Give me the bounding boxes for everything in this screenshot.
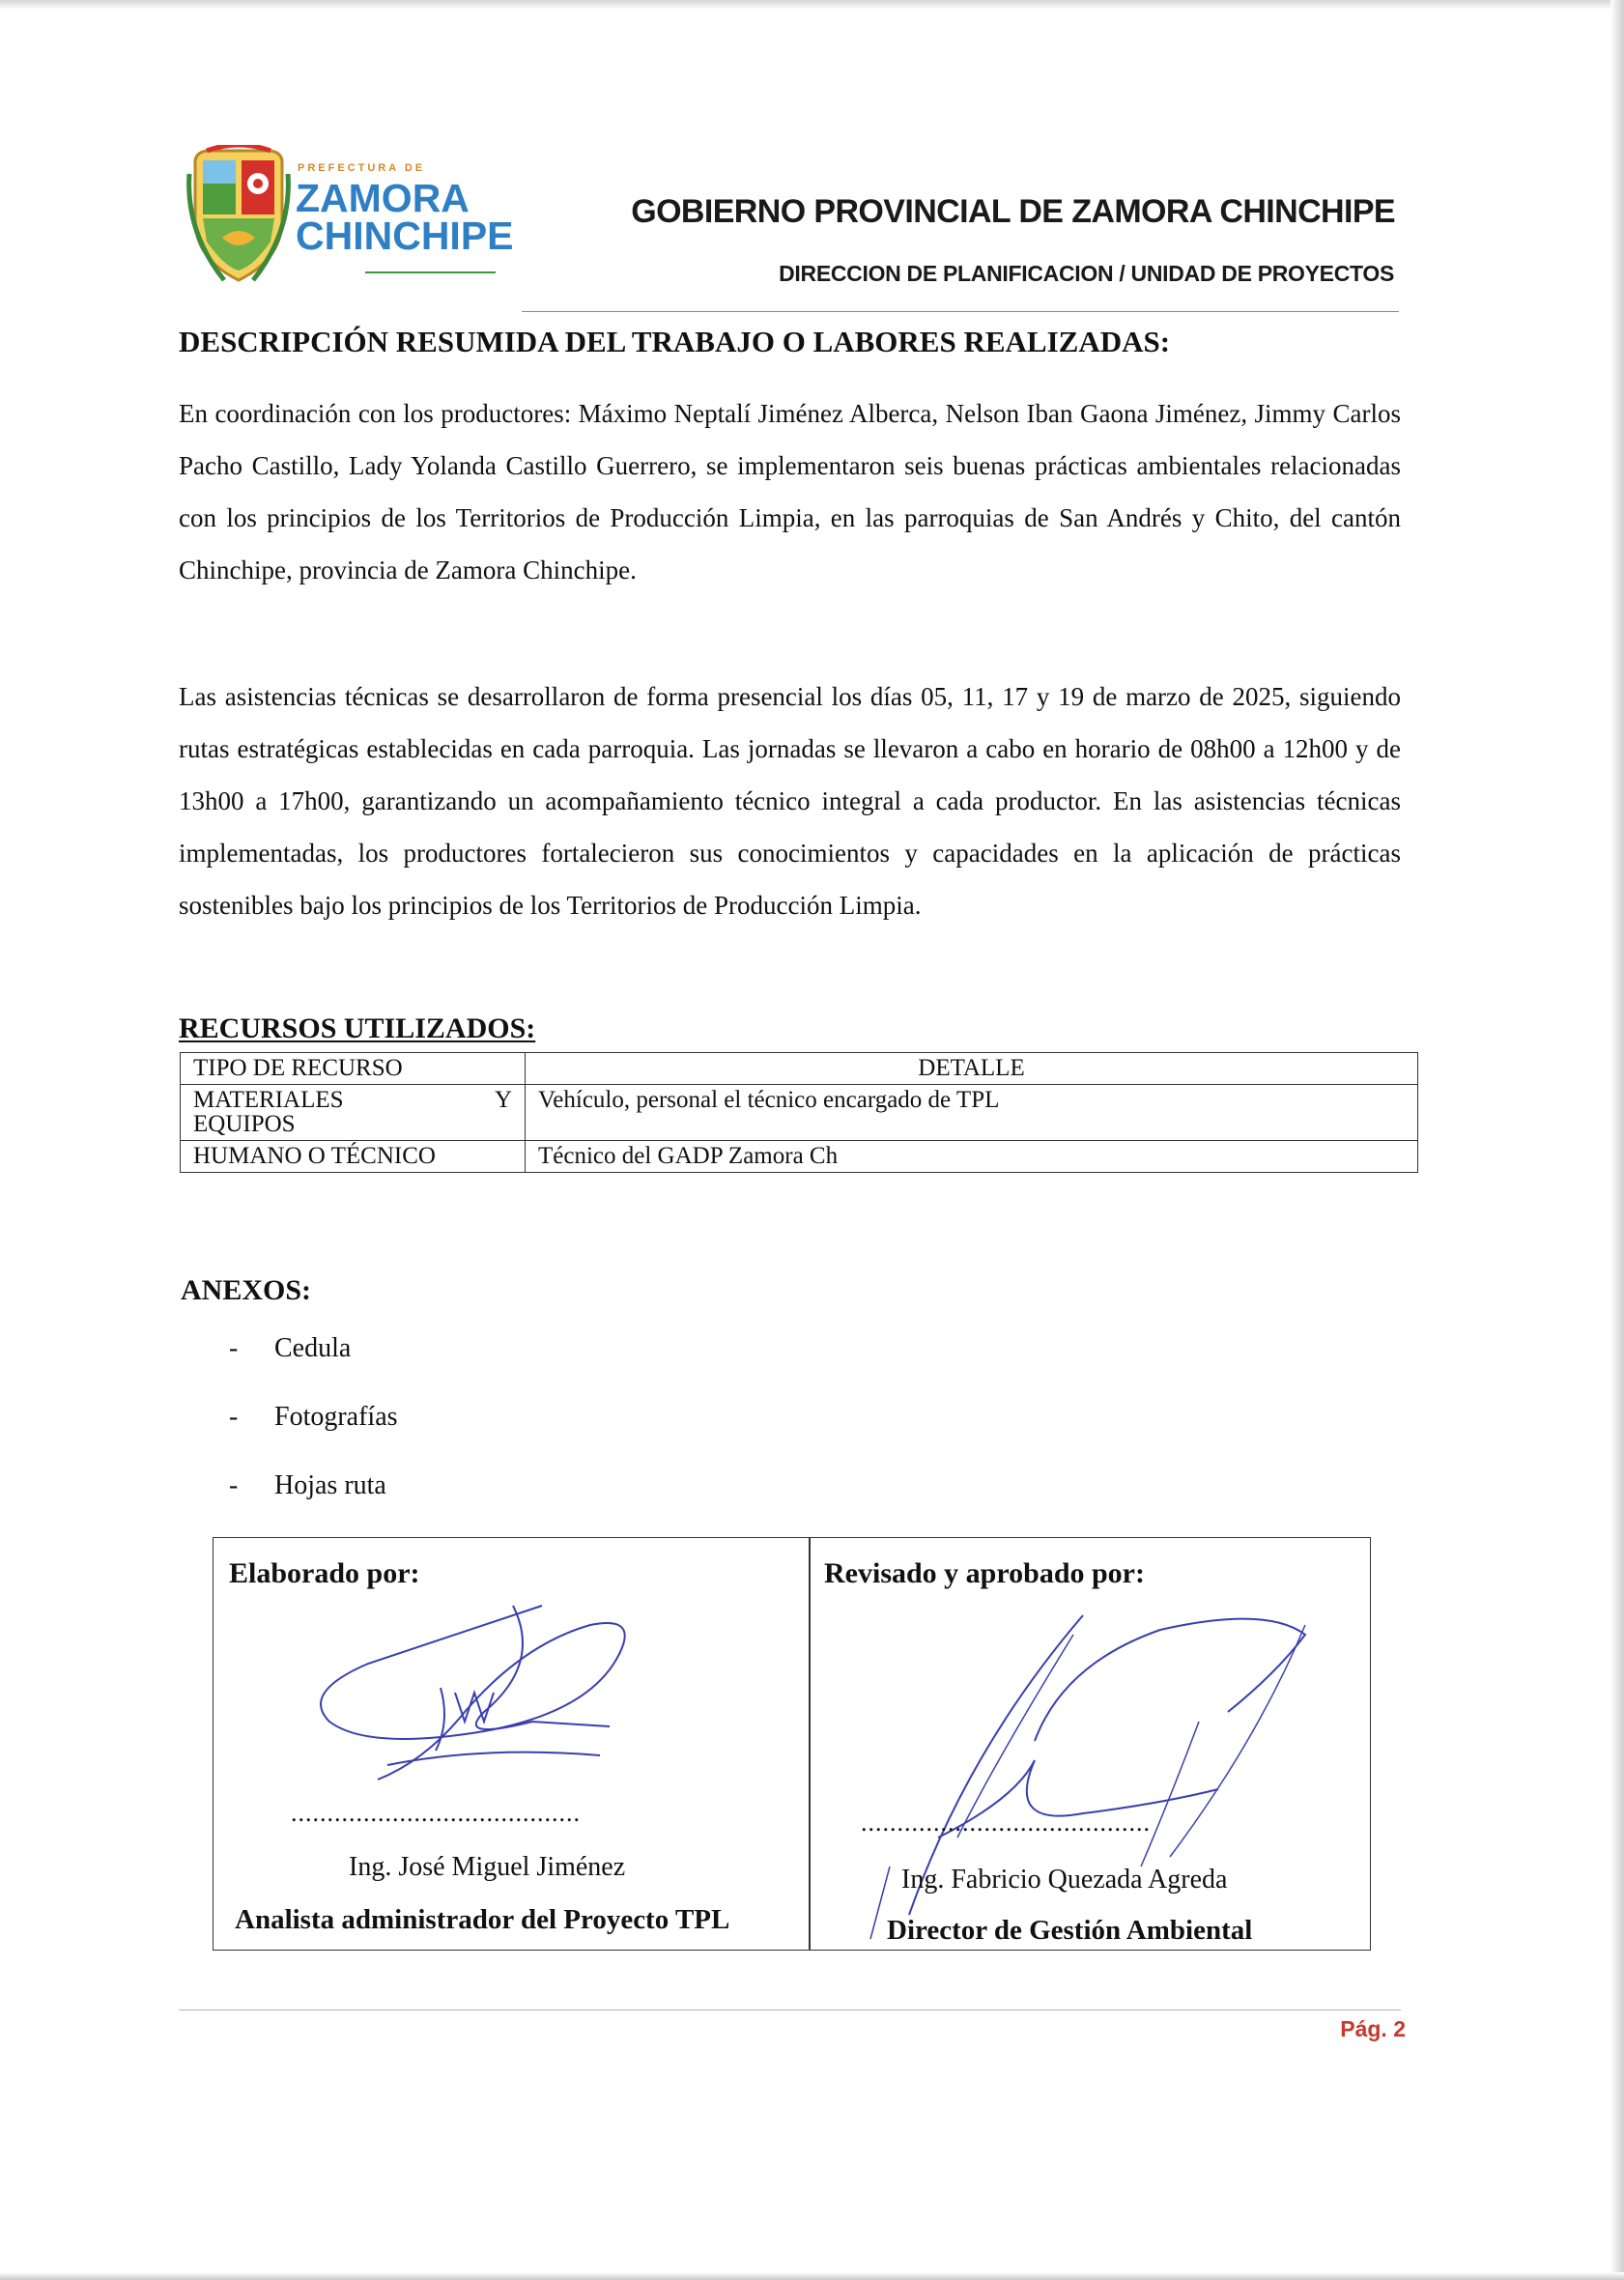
header-subtitle: DIRECCION DE PLANIFICACION / UNIDAD DE PROYECTOS <box>779 261 1394 286</box>
annexes-list <box>229 1333 398 1539</box>
right-signer-role: Director de Gestión Ambiental <box>887 1915 1253 1946</box>
list-bullet: - <box>229 1402 239 1432</box>
table-cell-detail: Técnico del GADP Zamora Ch <box>526 1141 1418 1173</box>
left-signer-name: Ing. José Miguel Jiménez <box>349 1852 626 1882</box>
right-signature-line: ........................................ <box>861 1809 1151 1837</box>
type-word-1: MATERIALES <box>193 1087 344 1113</box>
annexes-heading: ANEXOS: <box>181 1274 312 1306</box>
header-title: GOBIERNO PROVINCIAL DE ZAMORA CHINCHIPE <box>631 193 1395 230</box>
list-bullet: - <box>229 1333 239 1363</box>
type-word-2: Y <box>494 1087 512 1113</box>
table-header-row <box>181 1053 1418 1085</box>
logo-name-line2: CHINCHIPE <box>296 214 514 258</box>
scan-edge-top <box>0 0 1624 10</box>
signature-box <box>213 1537 1371 1951</box>
list-item <box>229 1402 398 1470</box>
right-signer-name: Ing. Fabricio Quezada Agreda <box>901 1865 1228 1895</box>
table-cell-detail: Vehículo, personal el técnico encargado de TPL <box>526 1085 1418 1141</box>
footer-divider <box>179 2009 1401 2010</box>
table-header-cell: DETALLE <box>526 1053 1418 1085</box>
scan-edge-right <box>1610 0 1624 2280</box>
table-header-cell: TIPO DE RECURSO <box>181 1053 526 1085</box>
logo-name-line1: ZAMORA <box>296 176 470 220</box>
logo-underline <box>365 271 496 273</box>
table-row <box>181 1141 1418 1173</box>
prepared-by-label: Elaborado por: <box>229 1557 420 1589</box>
left-signature-line: ........................................ <box>291 1799 581 1827</box>
signature-divider <box>809 1538 811 1950</box>
left-signature-icon <box>310 1596 658 1799</box>
type-second-line: EQUIPOS <box>193 1111 296 1137</box>
approved-by-label: Revisado y aprobado por: <box>824 1557 1145 1589</box>
table-row <box>181 1085 1418 1141</box>
table-cell-type: HUMANO O TÉCNICO <box>181 1141 526 1173</box>
list-item-label: Fotografías <box>274 1402 398 1432</box>
left-signer-role: Analista administrador del Proyecto TPL <box>235 1904 730 1935</box>
list-item <box>229 1333 398 1402</box>
description-paragraph-2: Las asistencias técnicas se desarrollaron de forma presencial los días 05, 11, 17 y 19 de marzo de 2025, siguiendo rutas estratégicas establecidas en cada parroquia. Las jornadas se llevaron a cabo en horario de 08h00 a 12h00 y de 13h00 a 17h00, garantizando un acompañamiento técnico integral a cada productor. En las asistencias técnicas implementadas, los productores fortalecieron sus conocimientos y capacidades en la aplicación de prácticas sostenibles bajo los principios de los Territorios de Producción Limpia. <box>179 682 1401 920</box>
header-divider <box>522 311 1399 312</box>
scan-edge-bottom <box>0 2272 1624 2280</box>
description-paragraph-1: En coordinación con los productores: Máximo Neptalí Jiménez Alberca, Nelson Iban Gaona Jiménez, Jimmy Carlos Pacho Castillo, Lady Yolanda Castillo Guerrero, se implementaron seis buenas prácticas ambientales relacionadas con los principios de los Territorios de Producción Limpia, en las parroquias de San Andrés y Chito, del cantón Chinchipe, provincia de Zamora Chinchipe. <box>179 399 1401 584</box>
list-bullet: - <box>229 1470 239 1500</box>
resources-table <box>180 1052 1418 1173</box>
list-item <box>229 1470 398 1539</box>
list-item-label: Cedula <box>274 1333 352 1363</box>
page-number: Pág. 2 <box>1340 2016 1406 2041</box>
logo-kicker: PREFECTURA DE <box>298 162 426 174</box>
logo-name <box>296 176 514 258</box>
table-cell-type <box>181 1085 526 1141</box>
description-heading: DESCRIPCIÓN RESUMIDA DEL TRABAJO O LABORES REALIZADAS: <box>179 325 1171 358</box>
list-item-label: Hojas ruta <box>274 1470 386 1500</box>
resources-heading: RECURSOS UTILIZADOS: <box>179 1012 536 1044</box>
type-first-line <box>193 1088 512 1112</box>
